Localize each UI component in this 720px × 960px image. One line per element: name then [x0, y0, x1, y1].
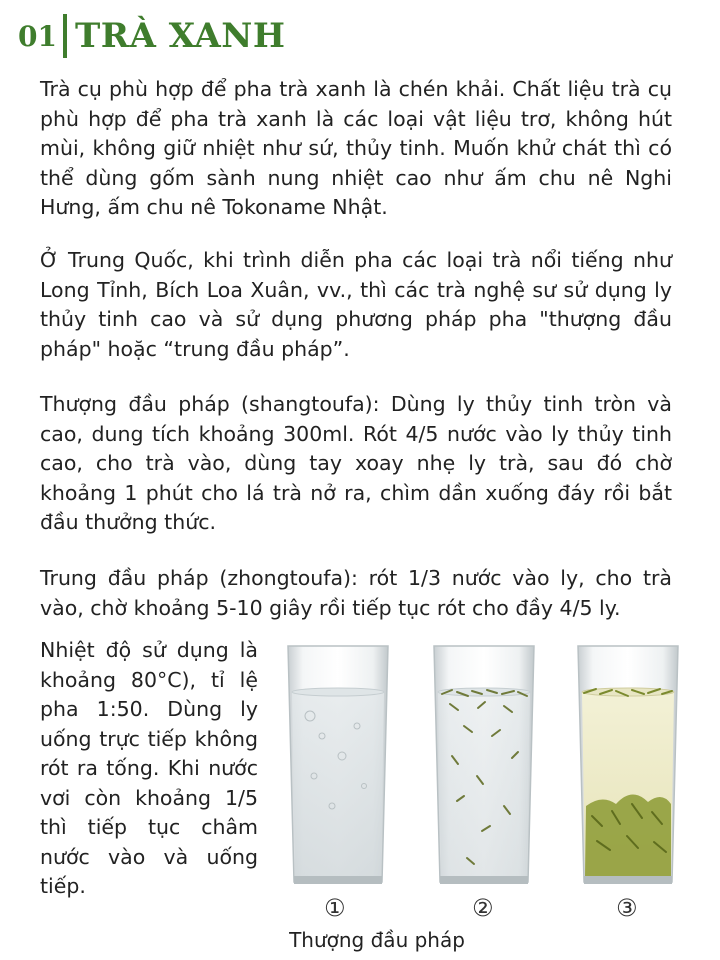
step-2-label: ②	[472, 894, 494, 922]
tea-glasses-figure	[282, 636, 692, 956]
glass-3	[578, 646, 678, 884]
glass-1	[288, 646, 388, 884]
paragraph-china-demo: Ở Trung Quốc, khi trình diễn pha các loại trà nổi tiếng như Long Tỉnh, Bích Loa Xuân, vv., thì các trà nghệ sư sử dụng ly thủy tinh cao và sử dụng phương pháp pha "thượng đầu pháp" hoặc “trung đầu pháp”.	[40, 248, 672, 361]
paragraph-zhongtoufa: Trung đầu pháp (zhongtoufa): rót 1/3 nước vào ly, cho trà vào, chờ khoảng 5-10 giây rồi tiếp tục rót cho đầy 4/5 ly.	[40, 566, 672, 620]
step-3-label: ③	[616, 894, 638, 922]
paragraph-shangtoufa: Thượng đầu pháp (shangtoufa): Dùng ly thủy tinh tròn và cao, dung tích khoảng 300ml. Rót 4/5 nước vào ly thủy tinh cao, cho trà vào, dùng tay xoay nhẹ ly trà, sau đó chờ khoảng 1 phút cho lá trà nở ra, chìm dần xuống đáy rồi bắt đầu thưởng thức.	[40, 392, 672, 534]
figure-caption: Thượng đầu pháp	[289, 928, 465, 952]
glass-2	[434, 646, 534, 884]
section-title: TRÀ XANH	[74, 16, 286, 56]
paragraph-temperature: Nhiệt độ sử dụng là khoảng 80°C), tỉ lệ pha 1:50. Dùng ly uống trực tiếp không rót ra tống. Khi nước vơi còn khoảng 1/5 thì tiếp tục châm nước vào và uống tiếp.	[40, 638, 258, 898]
step-1-label: ①	[324, 894, 346, 922]
header-divider	[63, 14, 67, 58]
glasses-illustration	[282, 636, 692, 926]
paragraph-tea-ware: Trà cụ phù hợp để pha trà xanh là chén khải. Chất liệu trà cụ phù hợp để pha trà xanh là các loại vật liệu trơ, không hút mùi, không giữ nhiệt như sứ, thủy tinh. Muốn khử chát thì có thể dùng gốm sành nung nhiệt cao như ấm chu nê Nghi Hưng, ấm chu nê Tokoname Nhật.	[40, 77, 672, 219]
section-header	[18, 14, 286, 58]
section-number: 01	[18, 19, 57, 53]
